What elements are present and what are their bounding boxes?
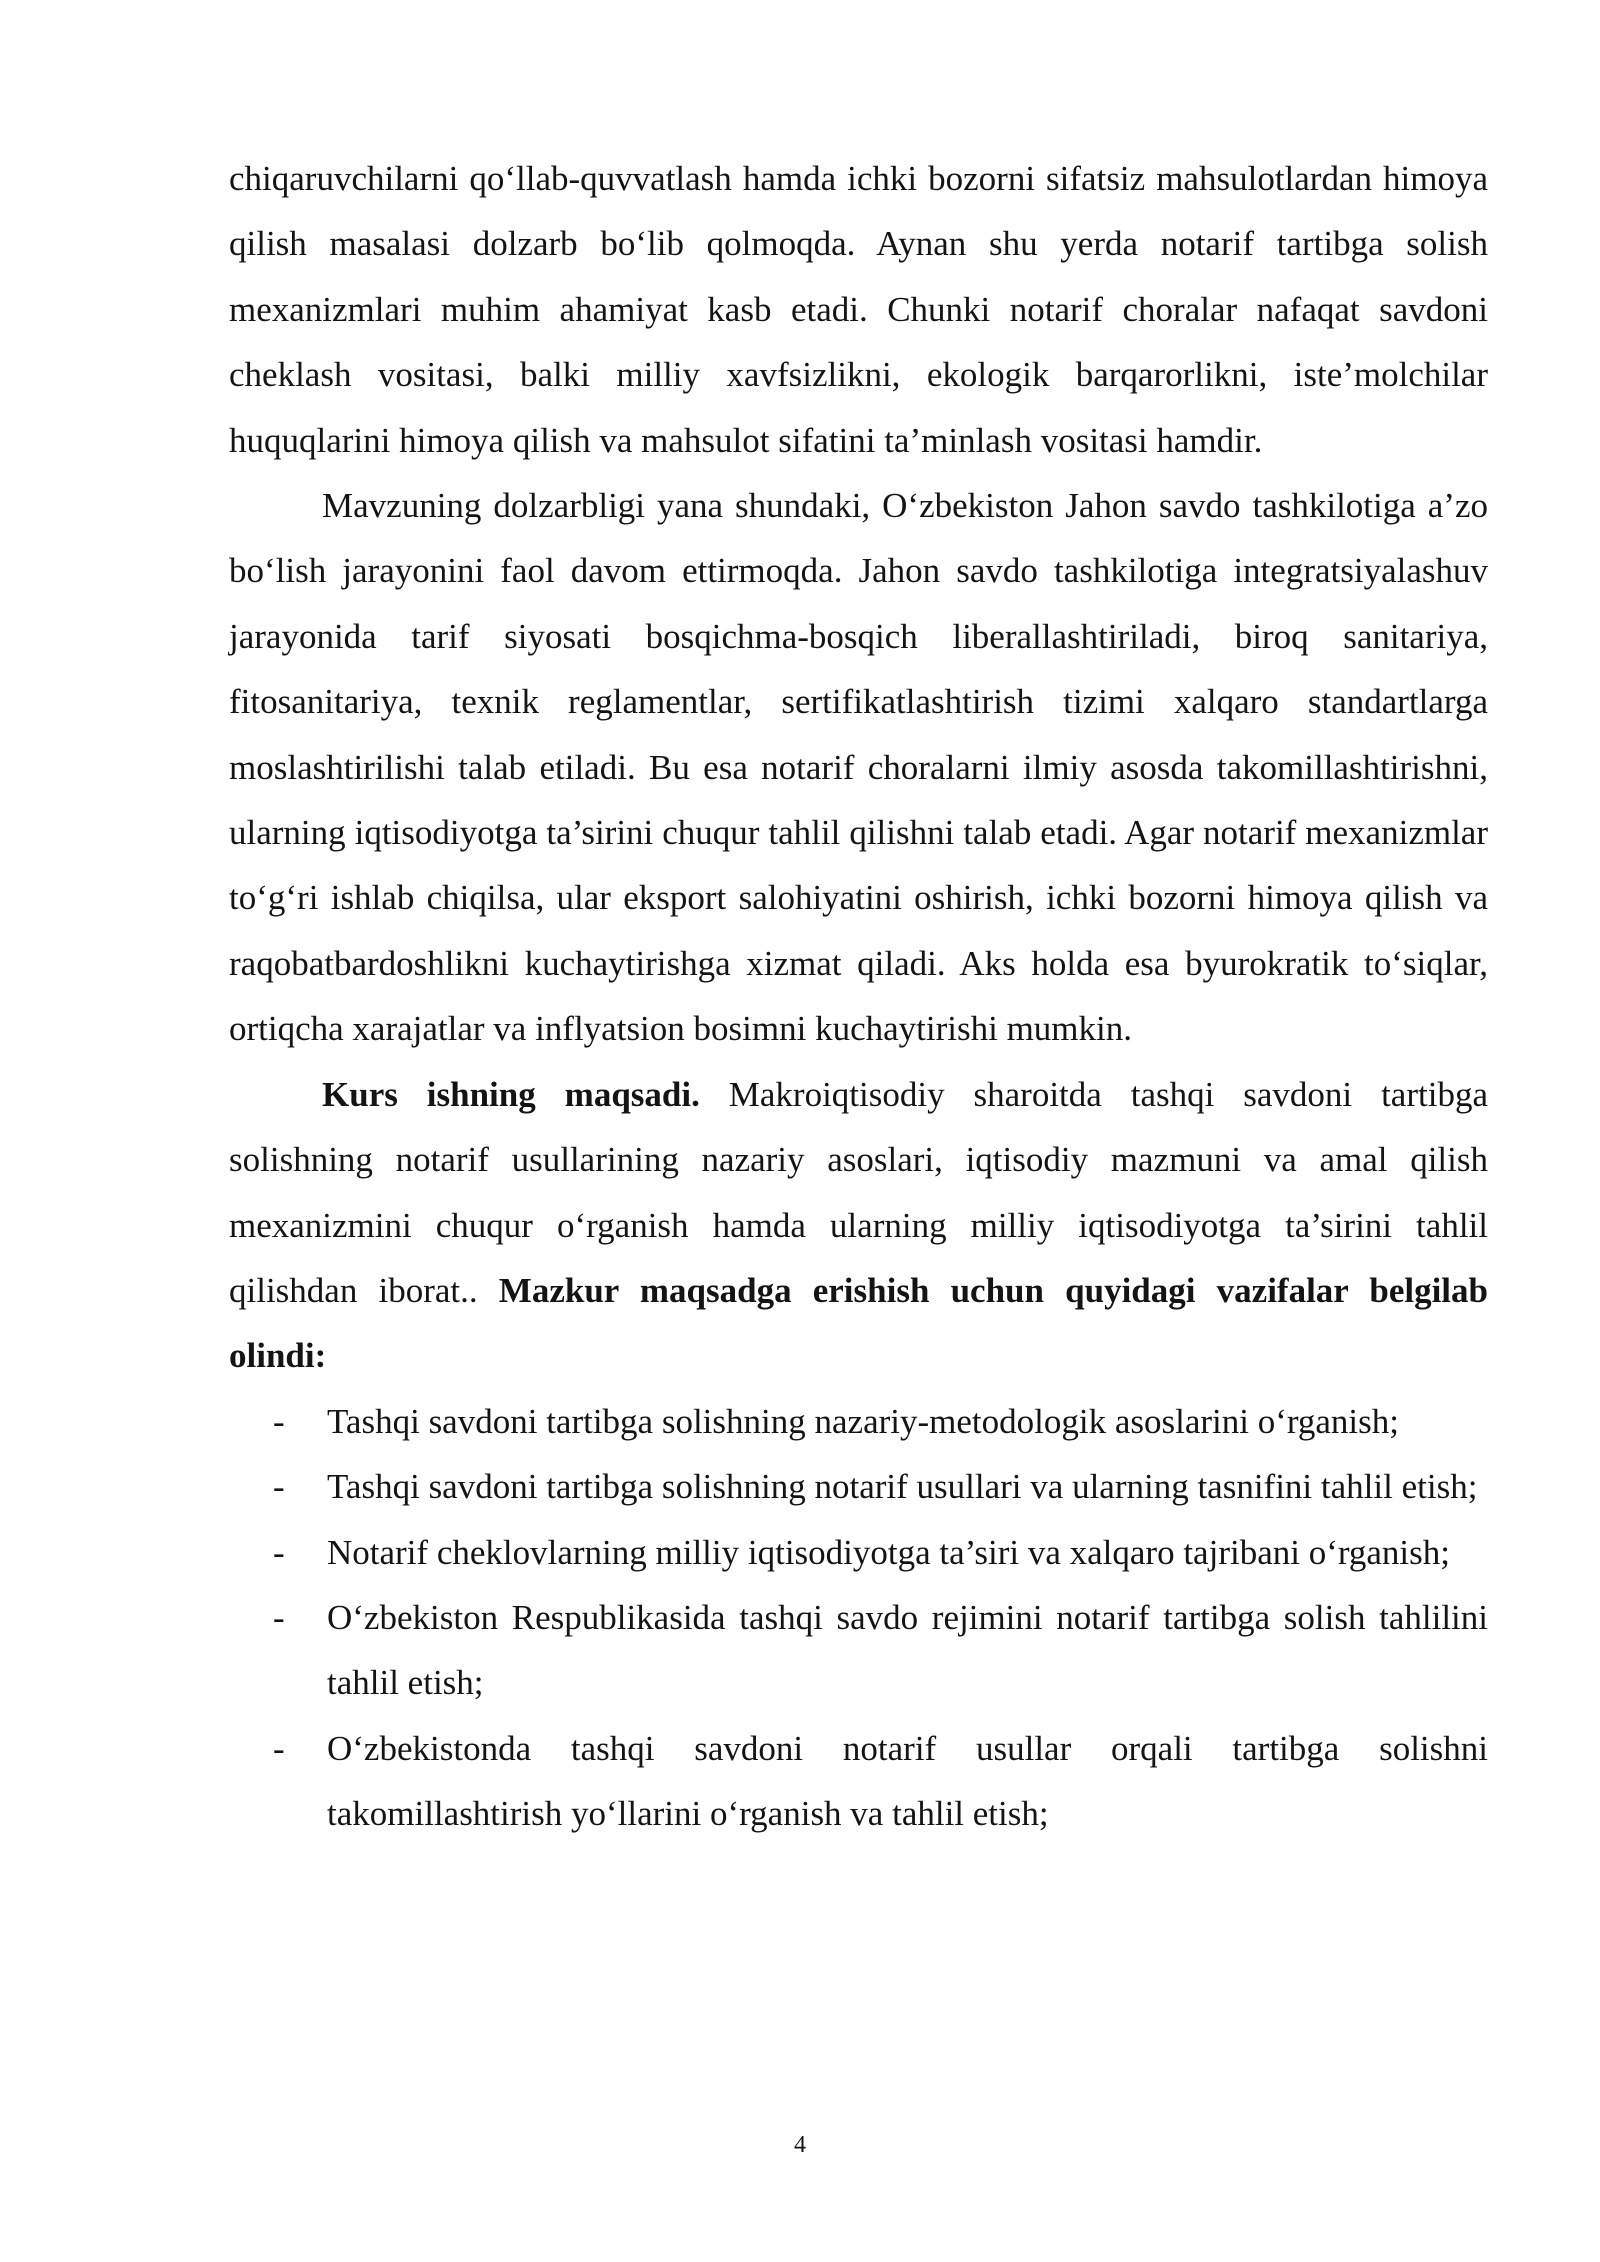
- list-item: [229, 1585, 1488, 1716]
- list-dash: -: [273, 1532, 285, 1572]
- list-dash: -: [273, 1728, 285, 1768]
- list-item-text: Notarif cheklovlarning milliy iqtisodiyotga ta’siri va xalqaro tajribani o‘rganish;: [327, 1532, 1450, 1572]
- goal-heading: Kurs ishning maqsadi.: [322, 1074, 700, 1114]
- goal-text: Makroiqtisodiy sharoitda tashqi savdoni tartibga solishning notarif usullarining nazariy asoslari, iqtisodiy mazmuni va amal qilish mexanizmini chuqur o‘rganish hamda ularning milliy iqtisodiyotga ta’sirini tahlil qilishdan iborat..: [229, 1074, 1488, 1310]
- list-item-text: O‘zbekiston Respublikasida tashqi savdo rejimini notarif tartibga solish tahlilini tahlil etish;: [327, 1597, 1488, 1703]
- list-item: [229, 1389, 1488, 1454]
- list-item-text: Tashqi savdoni tartibga solishning notarif usullari va ularning tasnifini tahlil etish;: [327, 1467, 1478, 1507]
- list-item: [229, 1454, 1488, 1519]
- tasks-list: [229, 1389, 1488, 1847]
- page-number: 4: [794, 2132, 806, 2158]
- list-dash: -: [273, 1401, 285, 1441]
- list-item: [229, 1716, 1488, 1847]
- paragraph-goal: [229, 1062, 1488, 1389]
- page-body: [229, 146, 1488, 1847]
- list-item: [229, 1520, 1488, 1585]
- paragraph-relevance: Mavzuning dolzarbligi yana shundaki, O‘zbekiston Jahon savdo tashkilotiga a’zo bo‘lish jarayonini faol davom ettirmoqda. Jahon savdo tashkilotiga integratsiyalashuv jarayonida tarif siyosati bosqichma-bosqich liberallashtiriladi, biroq sanitariya, fitosanitariya, texnik reglamentlar, sertifikatlashtirish tizimi xalqaro standartlarga moslashtirilishi talab etiladi. Bu esa notarif choralarni ilmiy asosda takomillashtirishni, ularning iqtisodiyotga ta’sirini chuqur tahlil qilishni talab etadi. Agar notarif mexanizmlar to‘g‘ri ishlab chiqilsa, ular eksport salohiyatini oshirish, ichki bozorni himoya qilish va raqobatbardoshlikni kuchaytirishga xizmat qiladi. Aks holda esa byurokratik to‘siqlar, ortiqcha xarajatlar va inflyatsion bosimni kuchaytirishi mumkin.: [229, 486, 1488, 1049]
- paragraph-intro-continuation: chiqaruvchilarni qo‘llab-quvvatlash hamda ichki bozorni sifatsiz mahsulotlardan himoya qilish masalasi dolzarb bo‘lib qolmoqda. Aynan shu yerda notarif tartibga solish mexanizmlari muhim ahamiyat kasb etadi. Chunki notarif choralar nafaqat savdoni cheklash vositasi, balki milliy xavfsizlikni, ekologik barqarorlikni, iste’molchilar huquqlarini himoya qilish va mahsulot sifatini ta’minlash vositasi hamdir.: [229, 159, 1488, 460]
- tasks-intro: Mazkur maqsadga erishish uchun quyidagi vazifalar belgilab olindi:: [229, 1270, 1488, 1376]
- list-item-text: Tashqi savdoni tartibga solishning nazariy-metodologik asoslarini o‘rganish;: [327, 1401, 1399, 1441]
- list-dash: -: [273, 1467, 285, 1507]
- list-dash: -: [273, 1597, 285, 1637]
- list-item-text: O‘zbekistonda tashqi savdoni notarif usullar orqali tartibga solishni takomillashtirish yo‘llarini o‘rganish va tahlil etish;: [327, 1728, 1488, 1834]
